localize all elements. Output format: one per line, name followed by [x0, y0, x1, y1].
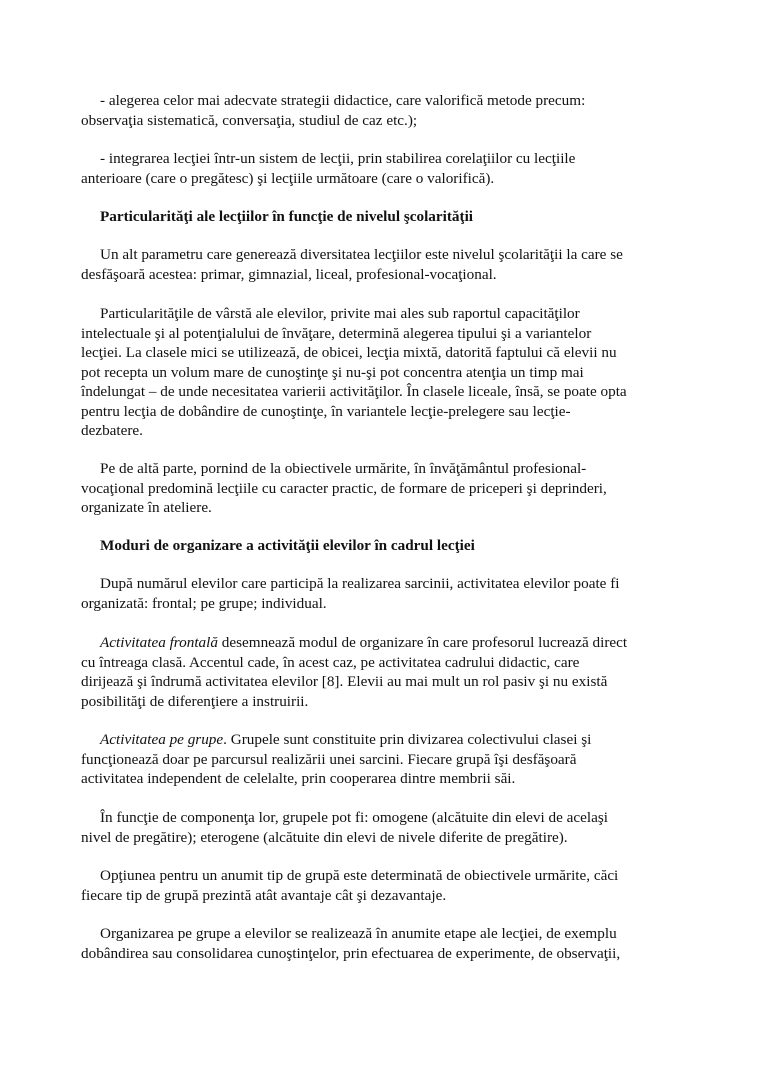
text-line: activitatea independent de celelalte, prin cooperarea dintre membrii săi. [81, 770, 516, 787]
text-line: cu întreaga clasă. Accentul cade, în acest caz, pe activitatea cadrului didactic, care [81, 653, 580, 671]
text-line: Un alt parametru care generează diversitatea lecţiilor este nivelul şcolarităţii la care se [100, 246, 623, 263]
text-line: observaţia sistematică, conversaţia, studiul de caz etc.); [81, 111, 418, 129]
text-line: pentru lecţia de dobândire de cunoştinţe, în variantele lecţie-prelegere sau lecţie- [81, 402, 571, 420]
body-paragraph [81, 866, 681, 905]
text-line: În funcţie de componenţa lor, grupele pot fi: omogene (alcătuite din elevi de acelaşi [100, 809, 608, 826]
text-line: Organizarea pe grupe a elevilor se realizează în anumite etape ale lecţiei, de exemplu [100, 925, 617, 942]
text-line: - integrarea lecţiei într-un sistem de lecţii, prin stabilirea corelaţiilor cu lecţiile [100, 150, 576, 167]
text-line: - alegerea celor mai adecvate strategii didactice, care valorifică metode precum: [100, 92, 586, 109]
text-line: organizată: frontal; pe grupe; individual. [81, 594, 327, 612]
text-line: Pe de altă parte, pornind de la obiectivele urmărite, în învăţământul profesional- [100, 460, 587, 477]
text-line: intelectuale şi al potenţialului de învăţare, determină alegerea tipului şi a variantelor [81, 324, 592, 342]
italic-term: Activitatea frontală [100, 634, 218, 651]
text-line: nivel de pregătire); eterogene (alcătuite din elevi de nivele diferite de pregătire). [81, 828, 568, 846]
heading-text: Particularităţi ale lecţiilor în funcţie de nivelul şcolarităţii [100, 208, 474, 225]
bullet-paragraph [81, 91, 681, 130]
text-line: Particularităţile de vârstă ale elevilor, privite mai ales sub raportul capacităţilor [100, 305, 580, 322]
text-line: funcţionează doar pe parcursul realizării unei sarcini. Fiecare grupă îşi desfăşoară [81, 750, 577, 768]
text-line: dirijează şi îndrumă activitatea elevilor [8]. Elevii au mai mult un rol pasiv şi nu există [81, 673, 608, 690]
body-paragraph [81, 459, 681, 518]
body-paragraph [81, 245, 681, 284]
italic-term: Activitatea pe grupe [100, 731, 224, 748]
bullet-paragraph [81, 149, 681, 188]
body-paragraph [81, 924, 681, 963]
body-paragraph [81, 633, 681, 711]
text-line: îndelungat – de unde necesitatea varierii activităţilor. În clasele liceale, însă, se poate opta [81, 383, 627, 400]
text-line: organizate în ateliere. [81, 499, 212, 516]
text-line [81, 730, 681, 750]
text-line: Opţiunea pentru un anumit tip de grupă este determinată de obiectivele urmărite, căci [100, 867, 619, 884]
text-line: posibilităţi de diferenţiere a instruirii. [81, 692, 309, 710]
text-line: pot recepta un volum mare de cunoştinţe şi nu-şi pot concentra atenţia un timp mai [81, 363, 584, 381]
body-paragraph [81, 574, 681, 613]
text-line: După numărul elevilor care participă la realizarea sarcinii, activitatea elevilor poate fi [100, 575, 620, 592]
text-line: anterioare (care o pregătesc) şi lecţiile următoare (care o valorifică). [81, 169, 495, 187]
text-line: dezbatere. [81, 422, 143, 439]
text-line: desfăşoară acestea: primar, gimnazial, liceal, profesional-vocaţional. [81, 265, 497, 283]
section-heading [81, 207, 681, 227]
text-line: fiecare tip de grupă prezintă atât avantaje cât şi dezavantaje. [81, 886, 447, 904]
text-line: lecţiei. La clasele mici se utilizează, de obicei, lecţia mixtă, datorită faptului că elevii nu [81, 344, 617, 361]
text-line [81, 633, 681, 653]
section-heading [81, 536, 681, 556]
heading-text: Moduri de organizare a activităţii elevilor în cadrul lecţiei [100, 537, 475, 554]
text-run: . Grupele sunt constituite prin divizarea colectivului clasei şi [223, 731, 592, 748]
text-line: dobândirea sau consolidarea cunoştinţelor, prin efectuarea de experimente, de observaţii, [81, 944, 621, 962]
body-paragraph [81, 304, 681, 441]
text-run: desemnează modul de organizare în care profesorul lucrează direct [217, 634, 628, 651]
body-paragraph [81, 808, 681, 847]
text-line: vocaţional predomină lecţiile cu caracter practic, de formare de priceperi şi deprinderi, [81, 479, 607, 497]
body-paragraph [81, 730, 681, 789]
